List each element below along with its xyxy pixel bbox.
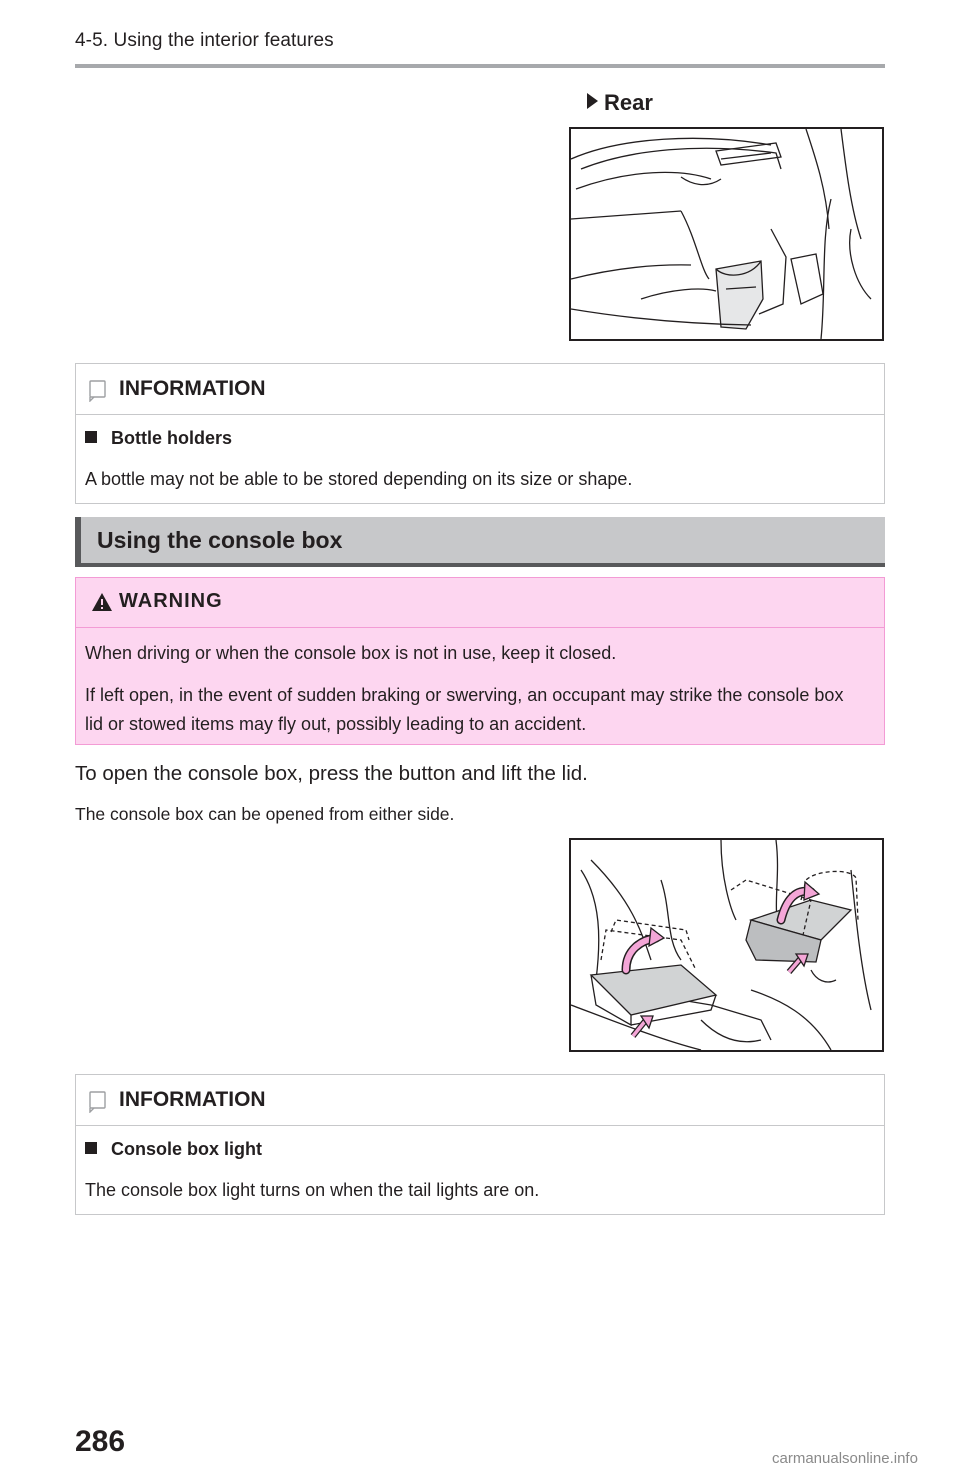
square-bullet-icon: [85, 1142, 97, 1154]
information-subtitle-text: Bottle holders: [111, 428, 233, 448]
section-header: 4-5. Using the interior features: [75, 30, 334, 51]
info-note-icon: [88, 380, 108, 402]
instruction-text: To open the console box, press the button and lift the lid.: [75, 762, 588, 785]
warning-header: [76, 578, 884, 628]
header-rule: [75, 64, 885, 68]
information-header: [76, 1075, 884, 1126]
information-box-console-light: [75, 1074, 885, 1215]
warning-triangle-icon: [91, 592, 113, 612]
square-bullet-icon: [85, 431, 97, 443]
page-number: 286: [75, 1425, 126, 1458]
info-note-icon: [88, 1091, 108, 1113]
information-box-bottle-holders: [75, 363, 885, 504]
section-title: Using the console box: [97, 527, 343, 553]
information-subtitle: [85, 428, 232, 449]
information-title: INFORMATION: [119, 377, 266, 400]
rear-label-text: Rear: [604, 90, 653, 115]
rear-door-bottle-holder-illustration: [569, 127, 884, 341]
console-box-illustration: [569, 838, 884, 1052]
watermark: carmanualsonline.info: [772, 1450, 918, 1467]
information-title: INFORMATION: [119, 1088, 266, 1111]
information-subtitle: [85, 1139, 262, 1160]
instruction-note: The console box can be opened from either side.: [75, 804, 455, 824]
warning-paragraph-2: If left open, in the event of sudden braking or swerving, an occupant may strike the console box lid or stowed items may fly out, possibly leading to an accident.: [85, 685, 844, 734]
rear-label: [587, 90, 653, 116]
information-header: [76, 364, 884, 415]
warning-box: [75, 577, 885, 745]
warning-paragraph-1: When driving or when the console box is not in use, keep it closed.: [85, 643, 617, 663]
section-heading-bar: [75, 517, 885, 567]
information-subtitle-text: Console box light: [111, 1139, 262, 1159]
warning-title: WARNING: [119, 590, 223, 612]
information-text: The console box light turns on when the tail lights are on.: [85, 1180, 540, 1200]
section-accent: [75, 517, 81, 563]
information-text: A bottle may not be able to be stored depending on its size or shape.: [85, 469, 633, 489]
triangle-bullet-icon: [587, 93, 598, 109]
